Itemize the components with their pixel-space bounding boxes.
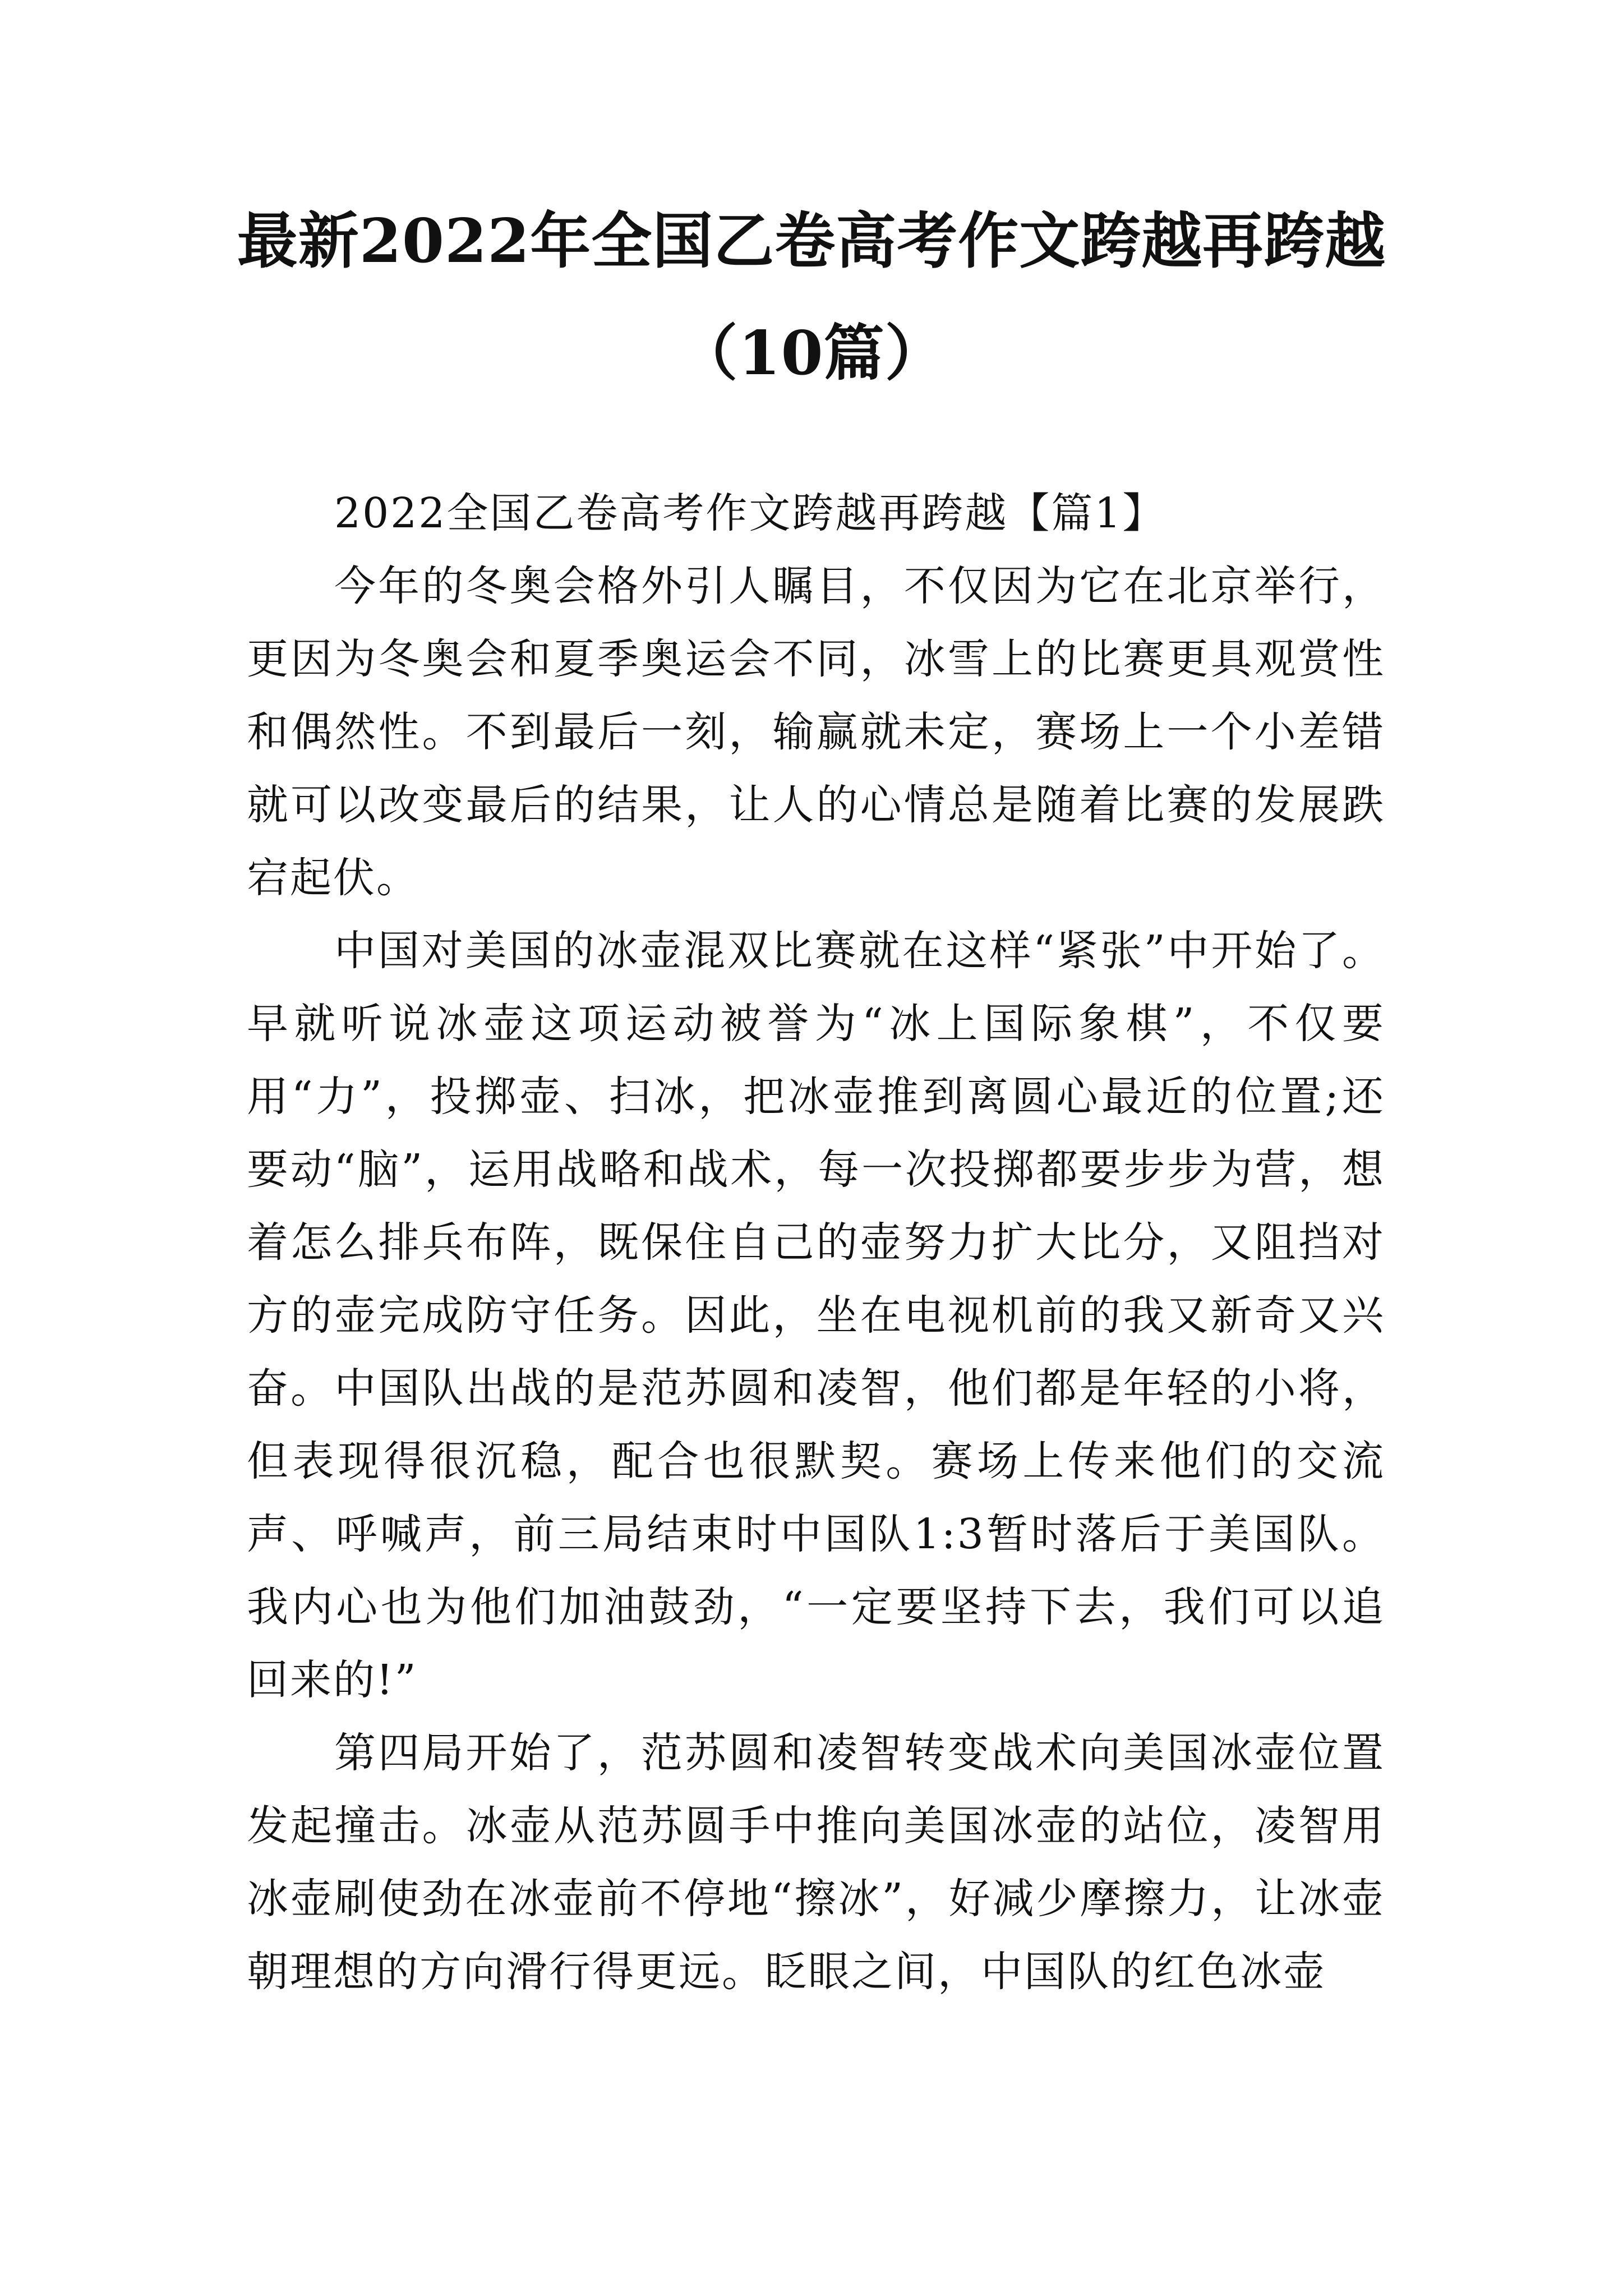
document-body	[247, 477, 1385, 2008]
section-heading: 2022全国乙卷高考作文跨越再跨越【篇1】	[334, 489, 1166, 537]
paragraph-1: 今年的冬奥会格外引人瞩目，不仅因为它在北京举行，更因为冬奥会和夏季奥运会不同，冰雪上的比赛更具观赏性和偶然性。不到最后一刻，输赢就未定，赛场上一个小差错就可以改变最后的结果，让人的心情总是随着比赛的发展跌宕起伏。	[247, 562, 1385, 902]
document-title	[213, 185, 1410, 409]
paragraph-2: 中国对美国的冰壶混双比赛就在这样“紧张”中开始了。早就听说冰壶这项运动被誉为“冰上国际象棋”，不仅要用“力”，投掷壶、扫冰，把冰壶推到离圆心最近的位置;还要动“脑”，运用战略和战术，每一次投掷都要步步为营，想着怎么排兵布阵，既保住自己的壶努力扩大比分，又阻挡对方的壶完成防守任务。因此，坐在电视机前的我又新奇又兴奋。中国队出战的是范苏圆和凌智，他们都是年轻的小将，但表现得很沉稳，配合也很默契。赛场上传来他们的交流声、呼喊声，前三局结束时中国队1:3暂时落后于美国队。我内心也为他们加油鼓劲，“一定要坚持下去，我们可以追回来的!”	[247, 927, 1385, 1704]
title-line-1: 最新2022年全国乙卷高考作文跨越再跨越	[237, 206, 1386, 277]
title-line-2: （10篇）	[677, 318, 946, 389]
paragraph-3: 第四局开始了，范苏圆和凌智转变战术向美国冰壶位置发起撞击。冰壶从范苏圆手中推向美国冰壶的站位，凌智用冰壶刷使劲在冰壶前不停地“擦冰”，好减少摩擦力，让冰壶朝理想的方向滑行得更远。眨眼之间，中国队的红色冰壶	[247, 1729, 1385, 1996]
